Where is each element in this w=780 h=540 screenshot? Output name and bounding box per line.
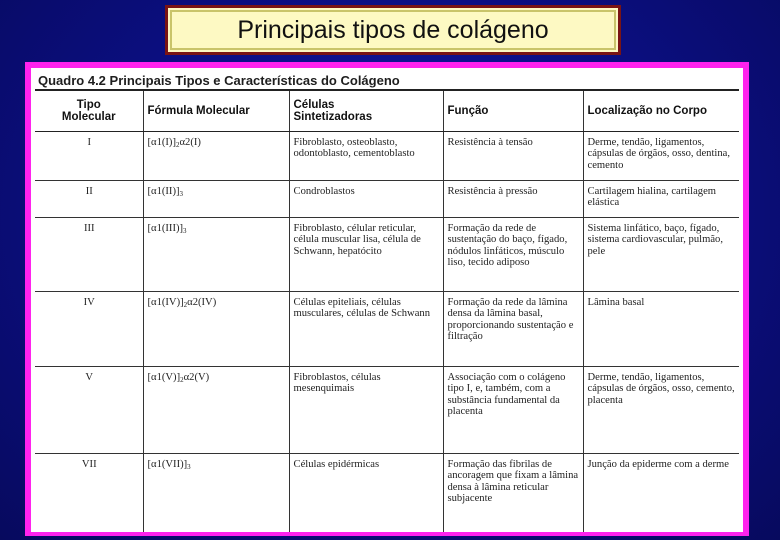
formula-part: [α1(V)] [147,372,181,383]
cell-location: Junção da epiderme com a derme [587,459,729,470]
formula-part: α2(V) [183,372,210,383]
header-type-line2: Molecular [61,111,116,123]
table-row [35,181,739,218]
cell-formula [143,132,289,181]
formula-part: [α1(I)] [147,137,176,148]
cell-formula [143,181,289,218]
cell-type: III [35,218,143,292]
cell-type: IV [35,292,143,367]
cell-cells: Condroblastos [289,181,443,218]
header-type [35,91,143,132]
formula-part: [α1(VII)] [147,459,188,470]
table-row [35,292,739,367]
cell-function: Resistência à tensão [443,132,583,181]
cell-function: Formação das fibrilas de ancoragem que fixam a lâmina densa à lâmina reticular subjacente [443,454,583,533]
formula-subscript: 2 [183,301,188,309]
header-cells-line2: Sintetizadoras [293,111,373,123]
cell-cells: Fibroblasto, osteoblasto, odontoblasto, cementoblasto [289,132,443,181]
cell-formula [143,292,289,367]
cell-cells: Fibroblasto, célular reticular, célula muscular lisa, célula de Schwann, hepatócito [289,218,443,292]
cell-function: Associação com o colágeno tipo I, e, também, com a substância fundamental da placenta [443,367,583,454]
formula-part: [α1(III)] [147,223,184,234]
table-row [35,454,739,533]
header-function: Função [443,91,583,132]
cell-type: I [35,132,143,181]
cell-location: Derme, tendão, ligamentos, cápsulas de órgãos, osso, cemento, placenta [583,367,739,454]
formula-part: [α1(IV)] [147,297,184,308]
header-type-line1: Tipo [76,99,101,111]
header-cells-line1: Células [293,99,335,111]
cell-cells: Células epidérmicas [289,454,443,533]
cell-location: Derme, tendão, ligamentos, cápsulas de órgãos, osso, dentina, cemento [583,132,739,181]
header-location: Localização no Corpo [583,91,739,132]
header-cells [289,91,443,132]
formula-subscript: 2 [176,141,180,149]
formula-part: [α1(II)] [147,186,180,197]
formula-subscript: 3 [183,227,187,235]
cell-formula [143,454,289,533]
formula-subscript: 2 [180,376,184,384]
cell-type: V [35,367,143,454]
cell-location: Cartilagem hialina, cartilagem elástica [583,181,739,218]
formula-subscript: 3 [179,190,184,198]
cell-type: II [35,181,143,218]
cell-location: Lâmina basal [583,292,739,367]
cell-cells: Fibroblastos, células mesenquimais [289,367,443,454]
formula-part: α2(IV) [187,297,217,308]
cell-formula [143,218,289,292]
cell-function: Formação da rede da lâmina densa da lâmina basal, proporcionando sustentação e filtração [443,292,583,367]
table-row [35,367,739,454]
cell-function: Resistência à pressão [443,181,583,218]
header-formula: Fórmula Molecular [143,91,289,132]
cell-type: VII [35,454,143,533]
collagen-table [35,91,739,532]
table-caption: Quadro 4.2 Principais Tipos e Características do Colágeno [35,72,739,91]
slide-title: Principais tipos de colágeno [165,5,621,55]
cell-cells: Células epiteliais, células musculares, células de Schwann [289,292,443,367]
scanned-page [31,68,743,532]
table-row [35,132,739,181]
table-frame [25,62,749,536]
table-row [35,218,739,292]
formula-part: α2(I) [179,137,201,148]
cell-location: Sistema linfático, baço, fígado, sistema cardiovascular, pulmão, pele [583,218,739,292]
header-row [35,91,739,132]
cell-formula [143,367,289,454]
formula-subscript: 3 [187,463,191,471]
cell-function: Formação da rede de sustentação do baço, fígado, nódulos linfáticos, músculo liso, tecido adiposo [443,218,583,292]
